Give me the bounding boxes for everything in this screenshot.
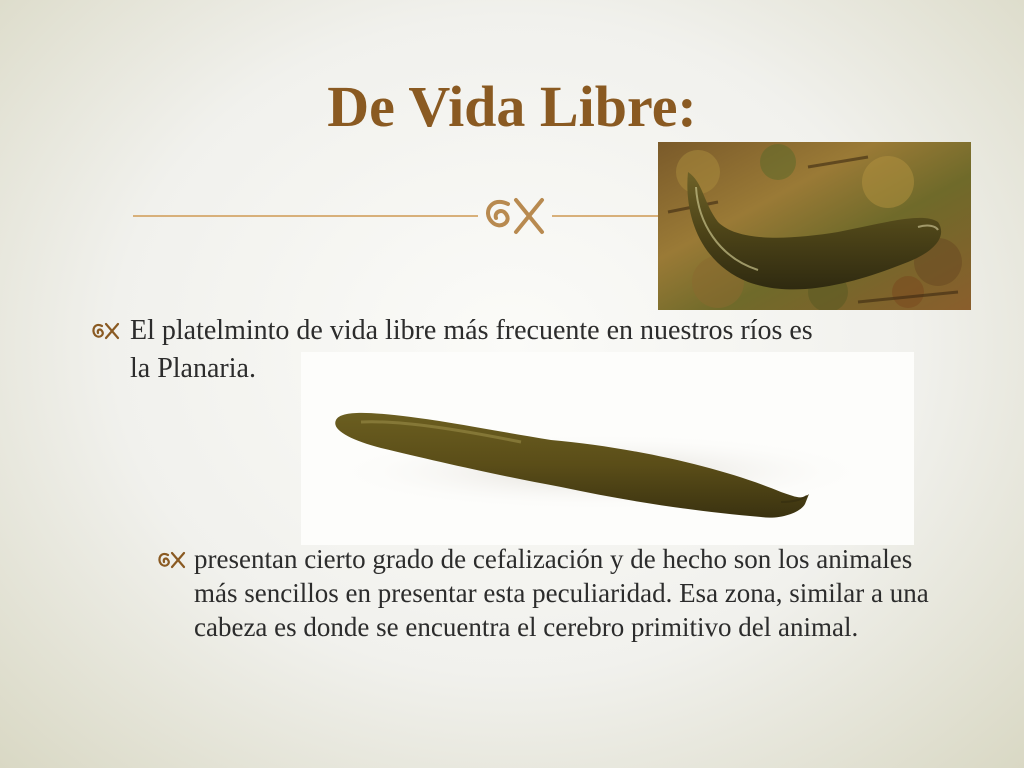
planaria-rock-photo bbox=[658, 142, 971, 310]
bullet-text-1: El platelminto de vida libre más frecuente en nuestros ríos es la Planaria. bbox=[130, 315, 813, 384]
flourish-ornament-icon bbox=[478, 190, 550, 240]
flourish-bullet-icon bbox=[156, 549, 186, 571]
flourish-bullet-icon bbox=[90, 320, 120, 342]
slide-title: De Vida Libre: bbox=[327, 74, 697, 139]
title-divider-left bbox=[133, 215, 478, 217]
title-divider-right bbox=[552, 215, 662, 217]
bullet-text-2: presentan cierto grado de cefalización y de hecho son los animales más sencillos en presentar esta peculiaridad. Esa zona, similar a una cabeza es donde se encuentra el cerebro primitivo del animal. bbox=[194, 544, 929, 642]
